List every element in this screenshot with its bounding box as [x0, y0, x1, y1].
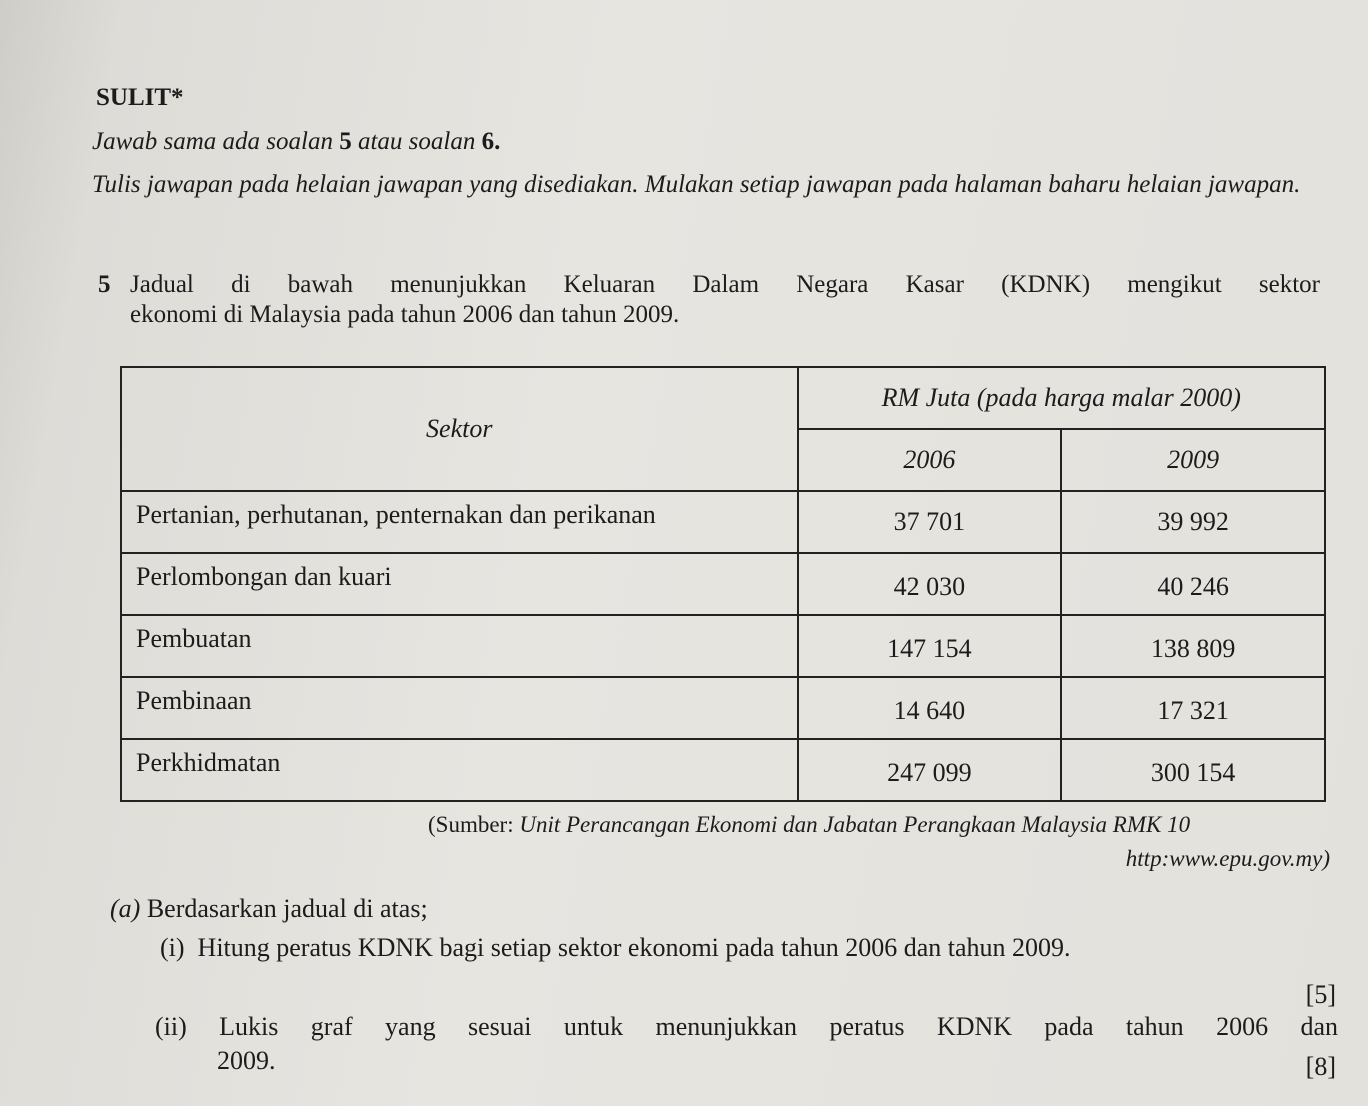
- sector-cell: Pertanian, perhutanan, penternakan dan perikanan: [121, 491, 798, 553]
- value-2006-cell: 42 030: [798, 553, 1062, 615]
- part-a-ii-text-line-2: 2009.: [217, 1046, 276, 1075]
- part-a-stem: (a) Berdasarkan jadual di atas;: [110, 894, 428, 923]
- classification-label: SULIT*: [96, 84, 184, 111]
- value-2006-cell: 37 701: [798, 491, 1062, 553]
- table-row: [121, 615, 1325, 677]
- table-row: [121, 677, 1325, 739]
- part-a-ii: [155, 1010, 1338, 1078]
- part-a-i-text: Hitung peratus KDNK bagi setiap sektor ekonomi pada tahun 2006 dan tahun 2009.: [197, 933, 1071, 962]
- value-2009-cell: 40 246: [1061, 553, 1325, 615]
- gdp-table: [120, 366, 1326, 802]
- question-text-line-2: ekonomi di Malaysia pada tahun 2006 dan tahun 2009.: [130, 301, 680, 328]
- marks-ii: [8]: [1305, 1052, 1336, 1081]
- part-a-i: [160, 932, 1338, 964]
- source-url: http:www.epu.gov.my): [1125, 846, 1330, 871]
- part-a-ii-label: (ii): [155, 1012, 187, 1041]
- header-year-2006: 2006: [798, 429, 1062, 491]
- part-a-i-label: (i): [160, 933, 185, 962]
- question-text-line-1: Jadual di bawah menunjukkan Keluaran Dalam Negara Kasar (KDNK) mengikut sektor: [130, 271, 1320, 298]
- value-2006-cell: 247 099: [798, 739, 1062, 801]
- value-2009-cell: 39 992: [1061, 491, 1325, 553]
- value-2006-cell: 14 640: [798, 677, 1062, 739]
- part-a-ii-text-line-1: Lukis graf yang sesuai untuk menunjukkan peratus KDNK pada tahun 2006 dan: [219, 1012, 1339, 1041]
- value-2009-cell: 138 809: [1061, 615, 1325, 677]
- header-year-2009: 2009: [1061, 429, 1325, 491]
- source-line-1: (Sumber: Unit Perancangan Ekonomi dan Jabatan Perangkaan Malaysia RMK 10: [428, 812, 1191, 837]
- table-row: [121, 739, 1325, 801]
- sector-cell: Perkhidmatan: [121, 739, 798, 801]
- header-rm-juta: RM Juta (pada harga malar 2000): [798, 367, 1325, 429]
- question-5-stem: [98, 270, 1320, 330]
- part-a-label: (a): [110, 894, 141, 923]
- marks-i: [5]: [1305, 980, 1336, 1009]
- value-2009-cell: 17 321: [1061, 677, 1325, 739]
- table-row: [121, 553, 1325, 615]
- value-2009-cell: 300 154: [1061, 739, 1325, 801]
- table-row: [121, 491, 1325, 553]
- value-2006-cell: 147 154: [798, 615, 1062, 677]
- instruction-line-1: Jawab sama ada soalan 5 atau soalan 6.: [92, 128, 501, 155]
- question-number: 5: [98, 271, 111, 298]
- header-sector: Sektor: [121, 367, 798, 491]
- sector-cell: Perlombongan dan kuari: [121, 553, 798, 615]
- instruction-line-2: Tulis jawapan pada helaian jawapan yang disediakan. Mulakan setiap jawapan pada halaman baharu helaian jawapan.: [92, 171, 1301, 198]
- sector-cell: Pembuatan: [121, 615, 798, 677]
- sector-cell: Pembinaan: [121, 677, 798, 739]
